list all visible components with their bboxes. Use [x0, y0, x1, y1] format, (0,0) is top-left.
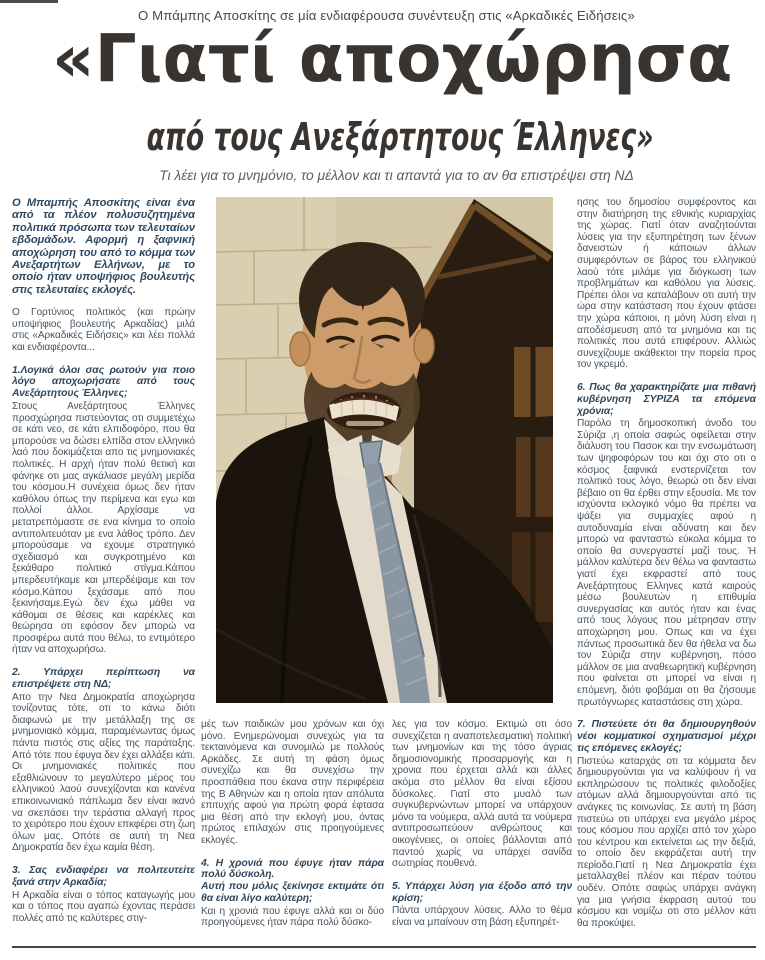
article-column-2 — [201, 719, 384, 945]
subheadline-row — [0, 117, 765, 159]
article-column-1 — [12, 197, 195, 945]
headline: «Γιατί αποχώρησα — [52, 20, 733, 97]
paragraph: Ο Μπαμπής Αποσκίτης είναι ένα από τα πλέον πολυσυζητημένα πολιτικά πρόσωπα των τελευταίων εβδομάδων. Αφορμή η ξαφνική αποχώρηση του από το κόμμα των Ανεξαρτήτων Ελλήνων, με το οποίο ήταν υποψήφιος βουλευτής στις τελευταίες εκλογές. — [12, 197, 195, 296]
paragraph: λες για τον κόσμο. Εκτιμώ οτι όσο συνεχίζεται η αναποτελεσματική πολιτική των μνημονίων και της τόσο άγριας δημοσιονομικής προσαρμογής και η χρονια που έρχεται αλλά και άλλες ακόμα στο μέλλον θα είναι εξίσου δύσκολες. Γιατί στο μυαλό των συγκυβερνώντων μπορεί να υπάρχουν μόνο τα νούμερα, αλλά αυτά τα νούμερα αντιπροσωπεύουν ανθρώπους και οικογένειες, οι οποίες βάλλονται από παντού χωρίς να υπάρχει σανίδα σωτηρίας πουθενά. — [392, 719, 572, 870]
paragraph: Ο Γορτύνιος πολιτικός (και πρώην υποψήφιος βουλευτής Αρκαδίας) μιλά στις «Αρκαδικές Ειδήσεις» και λέει πολλά και ενδιαφέροντα... — [12, 307, 195, 354]
paragraph: Και η χρονιά που έφυγε αλλά και οι δύο προηγούμενες ήταν πάρα πολύ δύσκο- — [201, 905, 384, 929]
interview-photo-graphic — [216, 197, 553, 703]
paragraph: Πάντα υπάρχουν λύσεις. Αλλο το θέμα είναι να μπαίνουν στη βάση εξυπηρέτ- — [392, 905, 572, 928]
page-edge-mark — [0, 0, 58, 3]
paragraph: Παρόλο τη δημοσκοπική άνοδο του Σύριζα ,η οποία σαφώς οφείλεται στην διάλυση του Πασοκ και την ενσωμάτωση των ψηφοφόρων του και όχι στο οτι ο κόσμος ξαφνικά ενστερνίζεται τον πολιτικό τους λόγο, θεωρώ οτι δεν είναι βέβαιο οτι θα έρθει στην εξουσία. Με τον ισχύοντα εκλογικό νόμο θα πρέπει να ψάξει για συμμαχίες αφού η αυτοδυναμία είναι αδύνατη και δεν μπορώ να φανταστώ εύκολα κόμμα το οποίο θα συνεργαστεί μαζί τους. Ή μάλλον καλύτερα δεν θέλω να φανταστω γιατί έχει εκφραστεί από τους Ανεξάρτητους Ελληνες κατά καιρούς μέσω βουλευτών η επιθυμία συνεργασίας και αυτός ήταν και ένας από τους λόγους που μέτρησαν στην αποχώρηση μου. Οπως και να έχει πάντως προσωπικά δεν θα ήθελα να δω τον Σύριζα στην κυβέρνηση, πόσο μάλλον σε μια αναθεωρητική κυβέρνηση που φαίνεται οτι μπορεί να είναι η επόμενη, διότι φοβάμαι οτι θα ζήσουμε πρωτόγνωρες καταστάσεις στη χώρα. — [577, 418, 756, 708]
question-heading: 1.Λογικά όλοι σας ρωτούν για ποιο λόγο αποχωρήσατε από τους Ανεξάρτητους Έλληνες; — [12, 364, 195, 400]
question-heading: 5. Υπάρχει λύση για έξοδο από την κρίση; — [392, 880, 572, 904]
kicker: Ο Μπάμπης Αποσκίτης σε μία ενδιαφέρουσα συνέντευξη στις «Αρκαδικές Ειδήσεις» — [138, 8, 635, 23]
question-heading: Αυτή που μόλις ξεκίνησε εκτιμάτε ότι θα είναι λίγο καλύτερη; — [201, 881, 384, 904]
subheadline: από τους Ανεξάρτητους Έλληνες» — [147, 115, 654, 159]
article-column-4 — [577, 197, 756, 945]
question-heading: 3. Σας ενδιαφέρει να πολιτευτείτε ξανά στην Αρκαδία; — [12, 864, 195, 888]
interview-photo — [216, 197, 553, 703]
question-heading: 7. Πιστεύετε ότι θα δημιουργηθούν νέοι κομματικοί σχηματισμοί μέχρι τις επόμενες εκλογές; — [577, 719, 756, 754]
question-heading: 2. Υπάρχει περίπτωση να επιστρέψετε στη ΝΔ; — [12, 667, 195, 690]
question-heading: 4. Η χρονιά που έφυγε ήταν πάρα πολύ δύσκολη. — [201, 857, 384, 881]
paragraph: Η Αρκαδία είναι ο τόπος καταγωγής μου και ο τόπος που αγαπώ έχοντας περάσει πολλές από τις καλύτερες στιγ- — [12, 889, 195, 924]
article-column-3 — [392, 719, 572, 945]
question-heading: 6. Πως θα χαρακτηρίζατε μια πιθανή κυβέρνηση ΣΥΡΙΖΑ τα επόμενα χρόνια; — [577, 381, 756, 417]
paragraph: ησης του δημοσίου συμφέροντος και στην διατήρηση της εθνικής κυριαρχίας της χώρας. Γιατί όταν αναζητούνται λύσεις για την εξυπηρέτηση των ξένων δανειστών ή κάποιων άλλων συμφερόντων σε βάρος του ελληνικού λαού τότε μιλάμε για διόγκωση των προβλημάτων και καθόλου για λύσεις. Πρέπει όλοι να καταλάβουν οτι αυτή την ώρα στην κατάσταση που έχουν φτάσει την χώρα κάποιοι, η μόνη λύση είναι η αποδέσμευση από τα μνημόνια και τις πολιτικές που αυτά επιφέρουν. Αλλιώς συνεχίζουμε ακάθεκτοι την πορεία προς τον γκρεμό. — [577, 197, 756, 371]
paragraph: Απο την Νεα Δημοκρατία αποχώρησα τονίζοντας τότε, οτι το κάνω διότι διαφωνώ με την μετάλλαξη της σε μνημονιακό κόμμα, παραμένωντας όμως πάντα πιστός στις αξίες της παράταξης. Από τότε που έφυγα δεν έχει αλλάξει κάτι. Οι μνημονιακές πολιτικές που εξαθλιώνουν το μεγαλύτερο μέρος του ελληνικού λαού συνεχίζονται και κανένα επικοινωνιακό πάπλωμα δεν είναι ικανό να σκεπάσει την τεράστια αλλαγή προς το χειρότερο που έχουν επκφέρει στη ζωη όλων μας. Οπότε σε αυτή τη Νεα Δημοκρατία δεν έχω καμία θέση. — [12, 691, 195, 854]
bottom-rule — [12, 946, 756, 948]
paragraph: Πιστεύω καταρχάς οτι τα κόμματα δεν δημιουργούνται για να καλύψουν ή να εκπληρώσουν τις πολιτικές φιλοδοξίες ατόμων αλλά δημιουργούνται από τις ανάγκες τις κοινωνίας. Σε αυτή τη βάση πιστεύω οτι υπάρχει ενα μεγάλο μέρος τους κόσμου που αρχίζει από τον χώρο του κέντρου και εκτείνεται ως την δεξιά, το οποίο δεν εκφράζεται αυτή την περίοδο.Γιατί η Νεα Δημοκρατία έχει μεταλλαχθεί πλέον και πέραν τούτου ουδέν. Οπότε σαφώς υπάρχει ανάγκη για μια γνήσια έκφραση αυτού του κόσμου και νομίζω οτι στο μέλλον κάτι θα προκύψει. — [577, 755, 756, 929]
paragraph: μές των παιδικών μου χρόνων και όχι μόνο. Ενημερώνομαι συνεχώς για τα τεκταινόμενα και συνομιλώ με πολλούς Αρκάδες. Σε αυτή τη φάση όμως συνεχίζω και θα συνεχίσω την προσπάθεια που έκανα στην περιφέρεια της Β Αθηνών και η οποία ηταν απόλυτα επιτυχής αφού για πρώτη φορά έφτασα μια θέση από την εκλογή μου, όντας πρώτος επιλαχών στις προηγούμενες εκλογές. — [201, 719, 384, 846]
paragraph: Στους Ανεξάρτητους Έλληνες προσχώρησα πιστεύοντας οτι συμμετέχω σε κάτι νεο, σε κάτι ελπιδοφόρο, που θα μπορούσε να δώσει ελπίδα στον ελληνικό λαό που δοκιμάζεται απο τις μνημονιακές πολιτικές. Η αρχή ήταν πολύ θετική και φάνηκε οτι μας αγκάλιασε μεγάλη μερίδα του κόσμου.Η συνέχεια όμως δεν ήταν καθόλου όπως την περίμενα και εγω και πολλοί άλλοι. Αρχίσαμε να μετατρεπόμαστε σε ενα κίνημα το οποίο αντιπολιτευόταν με ενα λάθος τρόπο. Δεν μπορούσαμε να εχουμε στρατηγικό σχεδιασμό και συγκροτημένο και ξεκάθαρο πολιτικό στίγμα.Κάπου μπερδευτήκαμε και μπερδέψαμε και τον κόσμο.Κάπου ξεχάσαμε από που ξεκινήσαμε.Εγώ δεν έχω μάθει να κάθομαι σε θέσεις και καρέκλες και θεώρησα οτι εφόσον δεν μπορώ να προσφέρω αυτά που θέλω, το εντιμότερο ήταν να αποχωρήσω. — [12, 401, 195, 656]
deck: Τι λέει για το μνημόνιο, το μέλλον και τι απαντά για το αν θα επιστρέψει στη ΝΔ — [159, 168, 634, 183]
